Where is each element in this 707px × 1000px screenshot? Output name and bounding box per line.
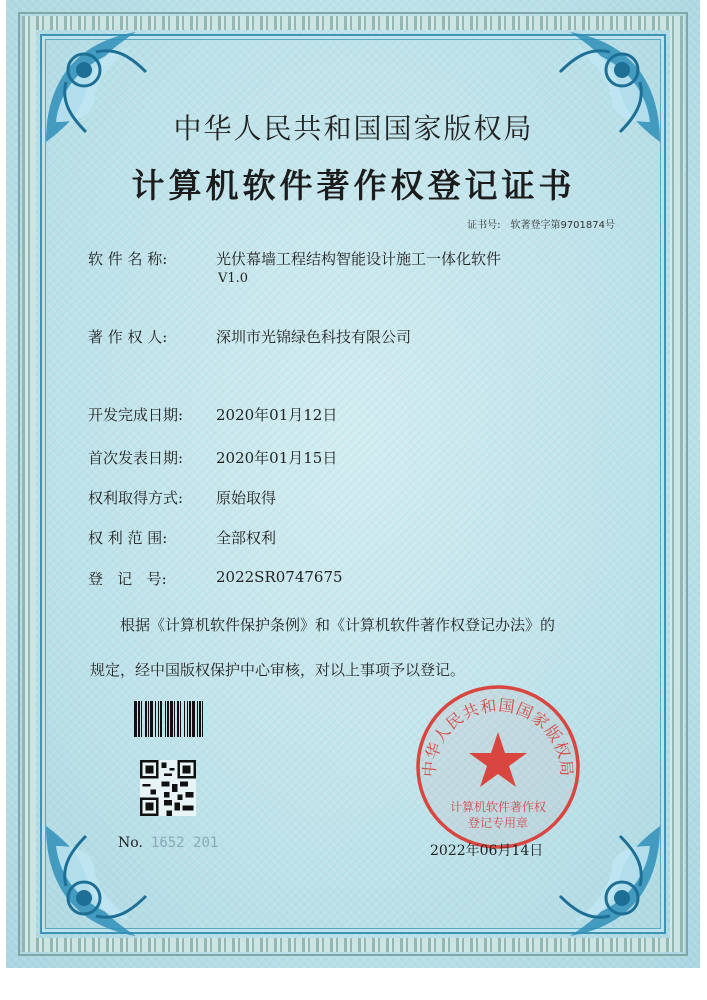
field-value: 2020年01月15日 xyxy=(216,449,338,467)
seal-text-line-2: 登记专用章 xyxy=(467,816,528,830)
field-software-name xyxy=(88,248,501,269)
field-value: 全部权利 xyxy=(216,529,277,547)
field-value: 2020年01月12日 xyxy=(216,406,338,424)
field-copyright-owner xyxy=(88,326,411,347)
field-label: 首次发表日期: xyxy=(88,449,184,467)
field-registration-number xyxy=(88,568,343,589)
field-value: 原始取得 xyxy=(216,489,277,507)
barcode-icon xyxy=(134,701,244,737)
field-rights-scope xyxy=(88,527,276,548)
statement-line-2: 规定，经中国版权保护中心审核，对以上事项予以登记。 xyxy=(90,661,466,679)
certificate-number xyxy=(467,216,615,231)
qr-code-icon xyxy=(140,760,196,816)
certificate-number-value: 软著登字第9701874号 xyxy=(510,220,615,231)
field-publication-date xyxy=(88,447,337,468)
field-value: 2022SR0747675 xyxy=(216,568,343,586)
field-value: 光伏幕墙工程结构智能设计施工一体化软件 xyxy=(216,250,502,268)
statement-line-1: 根据《计算机软件保护条例》和《计算机软件著作权登记办法》的 xyxy=(120,616,556,634)
certificate-title: 计算机软件著作权登记证书 xyxy=(131,166,576,205)
field-label: 权利取得方式: xyxy=(88,489,184,507)
field-acquisition-method xyxy=(88,487,276,508)
serial-prefix: No. xyxy=(118,835,143,851)
software-version: V1.0 xyxy=(218,271,249,286)
serial-number xyxy=(118,835,218,851)
field-completion-date xyxy=(88,404,337,425)
field-label: 权 利 范 围: xyxy=(88,529,168,547)
issuer-title: 中华人民共和国国家版权局 xyxy=(173,112,534,145)
serial-digits: 1652 201 xyxy=(150,835,219,851)
barcode-bar xyxy=(203,701,206,737)
svg-text:中华人民共和国国家版权局: 中华人民共和国国家版权局 xyxy=(419,695,577,778)
field-label: 开发完成日期: xyxy=(88,406,184,424)
field-value: 深圳市光锦绿色科技有限公司 xyxy=(216,328,412,346)
field-label: 软 件 名 称: xyxy=(88,250,168,268)
field-label: 登 记 号: xyxy=(88,570,167,588)
issue-date: 2022年06月14日 xyxy=(430,843,544,859)
certificate-number-label: 证书号: xyxy=(467,220,501,231)
field-label: 著 作 权 人: xyxy=(88,328,168,346)
seal-text-line-1: 计算机软件著作权 xyxy=(449,800,546,814)
